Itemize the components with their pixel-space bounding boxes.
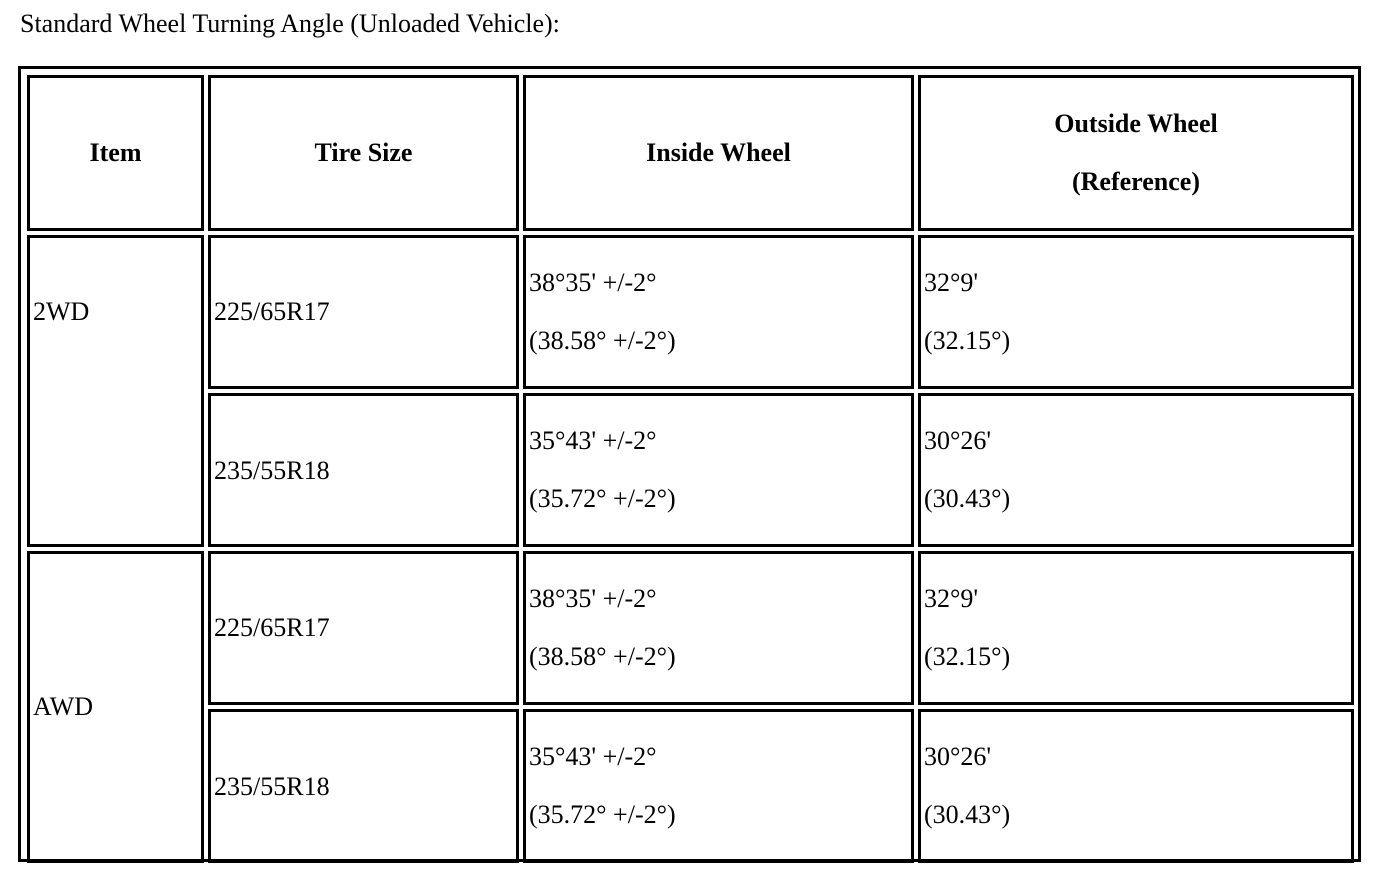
inside-wheel-cell: [523, 551, 914, 705]
outside-wheel-cell: [918, 393, 1354, 547]
inside-wheel-dms: 35°43' +/-2°: [529, 742, 657, 771]
header-tire-size: Tire Size: [208, 75, 519, 231]
header-inside-wheel: Inside Wheel: [523, 75, 914, 231]
inside-wheel-cell: [523, 235, 914, 389]
inside-wheel-cell: [523, 709, 914, 863]
outside-wheel-dms: 30°26': [924, 426, 992, 455]
inside-wheel-decimal: (35.72° +/-2°): [529, 800, 676, 829]
outside-wheel-decimal: (30.43°): [924, 800, 1011, 829]
inside-wheel-dms: 38°35' +/-2°: [529, 584, 657, 613]
outside-wheel-cell: [918, 709, 1354, 863]
table-row: [27, 709, 1354, 863]
tire-size-cell: 225/65R17: [208, 235, 519, 389]
outside-wheel-dms: 32°9': [924, 584, 979, 613]
inside-wheel-decimal: (38.58° +/-2°): [529, 326, 676, 355]
outside-wheel-dms: 32°9': [924, 268, 979, 297]
tire-size-cell: 235/55R18: [208, 393, 519, 547]
outside-wheel-dms: 30°26': [924, 742, 992, 771]
item-cell-2wd: 2WD: [27, 235, 204, 547]
header-outside-wheel: [918, 75, 1354, 231]
inside-wheel-dms: 35°43' +/-2°: [529, 426, 657, 455]
table-row: [27, 551, 1354, 705]
outside-wheel-decimal: (32.15°): [924, 326, 1011, 355]
tire-size-cell: 235/55R18: [208, 709, 519, 863]
table-row: [27, 393, 1354, 547]
header-outside-wheel-note: (Reference): [1072, 167, 1200, 196]
item-cell-awd: AWD: [27, 551, 204, 863]
inside-wheel-decimal: (38.58° +/-2°): [529, 642, 676, 671]
outside-wheel-cell: [918, 551, 1354, 705]
header-outside-wheel-title: Outside Wheel: [1054, 109, 1218, 138]
turning-angle-table: [23, 71, 1358, 867]
header-row: [27, 75, 1354, 231]
table-caption: Standard Wheel Turning Angle (Unloaded Vehicle):: [20, 9, 560, 38]
outside-wheel-cell: [918, 235, 1354, 389]
turning-angle-table-frame: [18, 66, 1361, 862]
inside-wheel-dms: 38°35' +/-2°: [529, 268, 657, 297]
outside-wheel-decimal: (30.43°): [924, 484, 1011, 513]
tire-size-cell: 225/65R17: [208, 551, 519, 705]
inside-wheel-cell: [523, 393, 914, 547]
table-row: [27, 235, 1354, 389]
outside-wheel-decimal: (32.15°): [924, 642, 1011, 671]
inside-wheel-decimal: (35.72° +/-2°): [529, 484, 676, 513]
header-item: Item: [27, 75, 204, 231]
